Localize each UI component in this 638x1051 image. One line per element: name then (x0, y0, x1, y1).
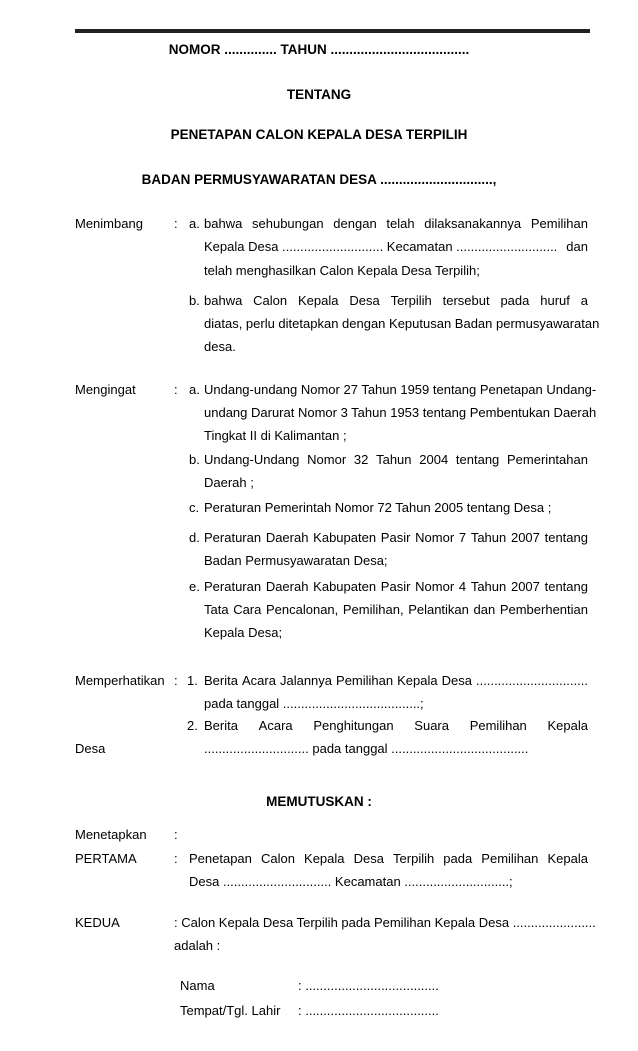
menimbang-a-line3: telah menghasilkan Calon Kepala Desa Terpilih; (204, 263, 480, 278)
tentang-heading: TENTANG (286, 87, 352, 102)
kedua-label: KEDUA (75, 915, 120, 930)
menimbang-label: Menimbang (75, 216, 143, 231)
mengingat-e-line2: Tata Cara Pencalonan, Pemilihan, Pelantikan dan Pemberhentian (204, 602, 588, 617)
top-rule (75, 29, 590, 33)
field-value-tempat-lahir: : ..................................... (298, 1003, 439, 1018)
mengingat-e-line3: Kepala Desa; (204, 625, 283, 640)
memperhatikan-label: Memperhatikan (75, 673, 165, 688)
menimbang-a-marker: a. (189, 216, 200, 231)
mengingat-d-line1: Peraturan Daerah Kabupaten Pasir Nomor 7 Tahun 2007 tentang (204, 530, 588, 545)
menimbang-b-line2: diatas, perlu ditetapkan dengan Keputusan Badan permusyawaratan (204, 316, 600, 331)
mengingat-e-marker: e. (189, 579, 200, 594)
issuer-heading: BADAN PERMUSYAWARATAN DESA .............................., (141, 172, 497, 187)
memperhatikan-2-line1: Berita Acara Penghitungan Suara Pemilihan Kepala (204, 718, 588, 733)
memperhatikan-2-marker: 2. (187, 718, 198, 733)
mengingat-c-marker: c. (189, 500, 200, 515)
mengingat-a-line2: undang Darurat Nomor 3 Tahun 1953 tentang Pembentukan Daerah (204, 405, 597, 420)
kedua-line1: : Calon Kepala Desa Terpilih pada Pemilihan Kepala Desa ....................... (174, 915, 596, 930)
field-label-nama: Nama (180, 978, 215, 993)
memperhatikan-1-line2: pada tanggal ......................................; (204, 696, 424, 711)
field-label-tempat-lahir: Tempat/Tgl. Lahir (180, 1003, 281, 1018)
subject-heading: PENETAPAN CALON KEPALA DESA TERPILIH (170, 127, 468, 142)
mengingat-label: Mengingat (75, 382, 136, 397)
kedua-line2: adalah : (174, 938, 221, 953)
memperhatikan-2-line2: ............................. pada tanggal ...................................... (204, 741, 529, 756)
menimbang-a-line2: Kepala Desa ............................ Kecamatan ............................ dan (204, 239, 588, 254)
mengingat-a-marker: a. (189, 382, 200, 397)
mengingat-b-line2: Daerah ; (204, 475, 254, 490)
menetapkan-colon: : (174, 827, 178, 842)
mengingat-b-line1: Undang-Undang Nomor 32 Tahun 2004 tentang Pemerintahan (204, 452, 588, 467)
memperhatikan-colon: : (174, 673, 178, 688)
mengingat-a-line1: Undang-undang Nomor 27 Tahun 1959 tentang Penetapan Undang- (204, 382, 597, 397)
menimbang-colon: : (174, 216, 178, 231)
menimbang-a-line1: bahwa sehubungan dengan telah dilaksanakannya Pemilihan (204, 216, 588, 231)
memperhatikan-1-line1: Berita Acara Jalannya Pemilihan Kepala Desa ............................... (204, 673, 588, 688)
menimbang-b-line1: bahwa Calon Kepala Desa Terpilih tersebut pada huruf a (204, 293, 588, 308)
mengingat-d-marker: d. (189, 530, 200, 545)
mengingat-d-line2: Badan Permusyawaratan Desa; (204, 553, 388, 568)
mengingat-colon: : (174, 382, 178, 397)
field-value-nama: : ..................................... (298, 978, 439, 993)
pertama-label: PERTAMA (75, 851, 137, 866)
memperhatikan-label-cont: Desa (75, 741, 106, 756)
nomor-line: NOMOR .............. TAHUN ..................................... (168, 42, 470, 57)
menimbang-b-line3: desa. (204, 339, 236, 354)
pertama-line2: Desa .............................. Kecamatan .............................; (189, 874, 513, 889)
pertama-colon: : (174, 851, 178, 866)
menimbang-b-marker: b. (189, 293, 200, 308)
pertama-line1: Penetapan Calon Kepala Desa Terpilih pada Pemilihan Kepala (189, 851, 588, 866)
memperhatikan-1-marker: 1. (187, 673, 198, 688)
mengingat-b-marker: b. (189, 452, 200, 467)
mengingat-c-line1: Peraturan Pemerintah Nomor 72 Tahun 2005 tentang Desa ; (204, 500, 552, 515)
menetapkan-label: Menetapkan (75, 827, 147, 842)
mengingat-e-line1: Peraturan Daerah Kabupaten Pasir Nomor 4 Tahun 2007 tentang (204, 579, 588, 594)
memutuskan-heading: MEMUTUSKAN : (266, 794, 372, 809)
mengingat-a-line3: Tingkat II di Kalimantan ; (204, 428, 347, 443)
